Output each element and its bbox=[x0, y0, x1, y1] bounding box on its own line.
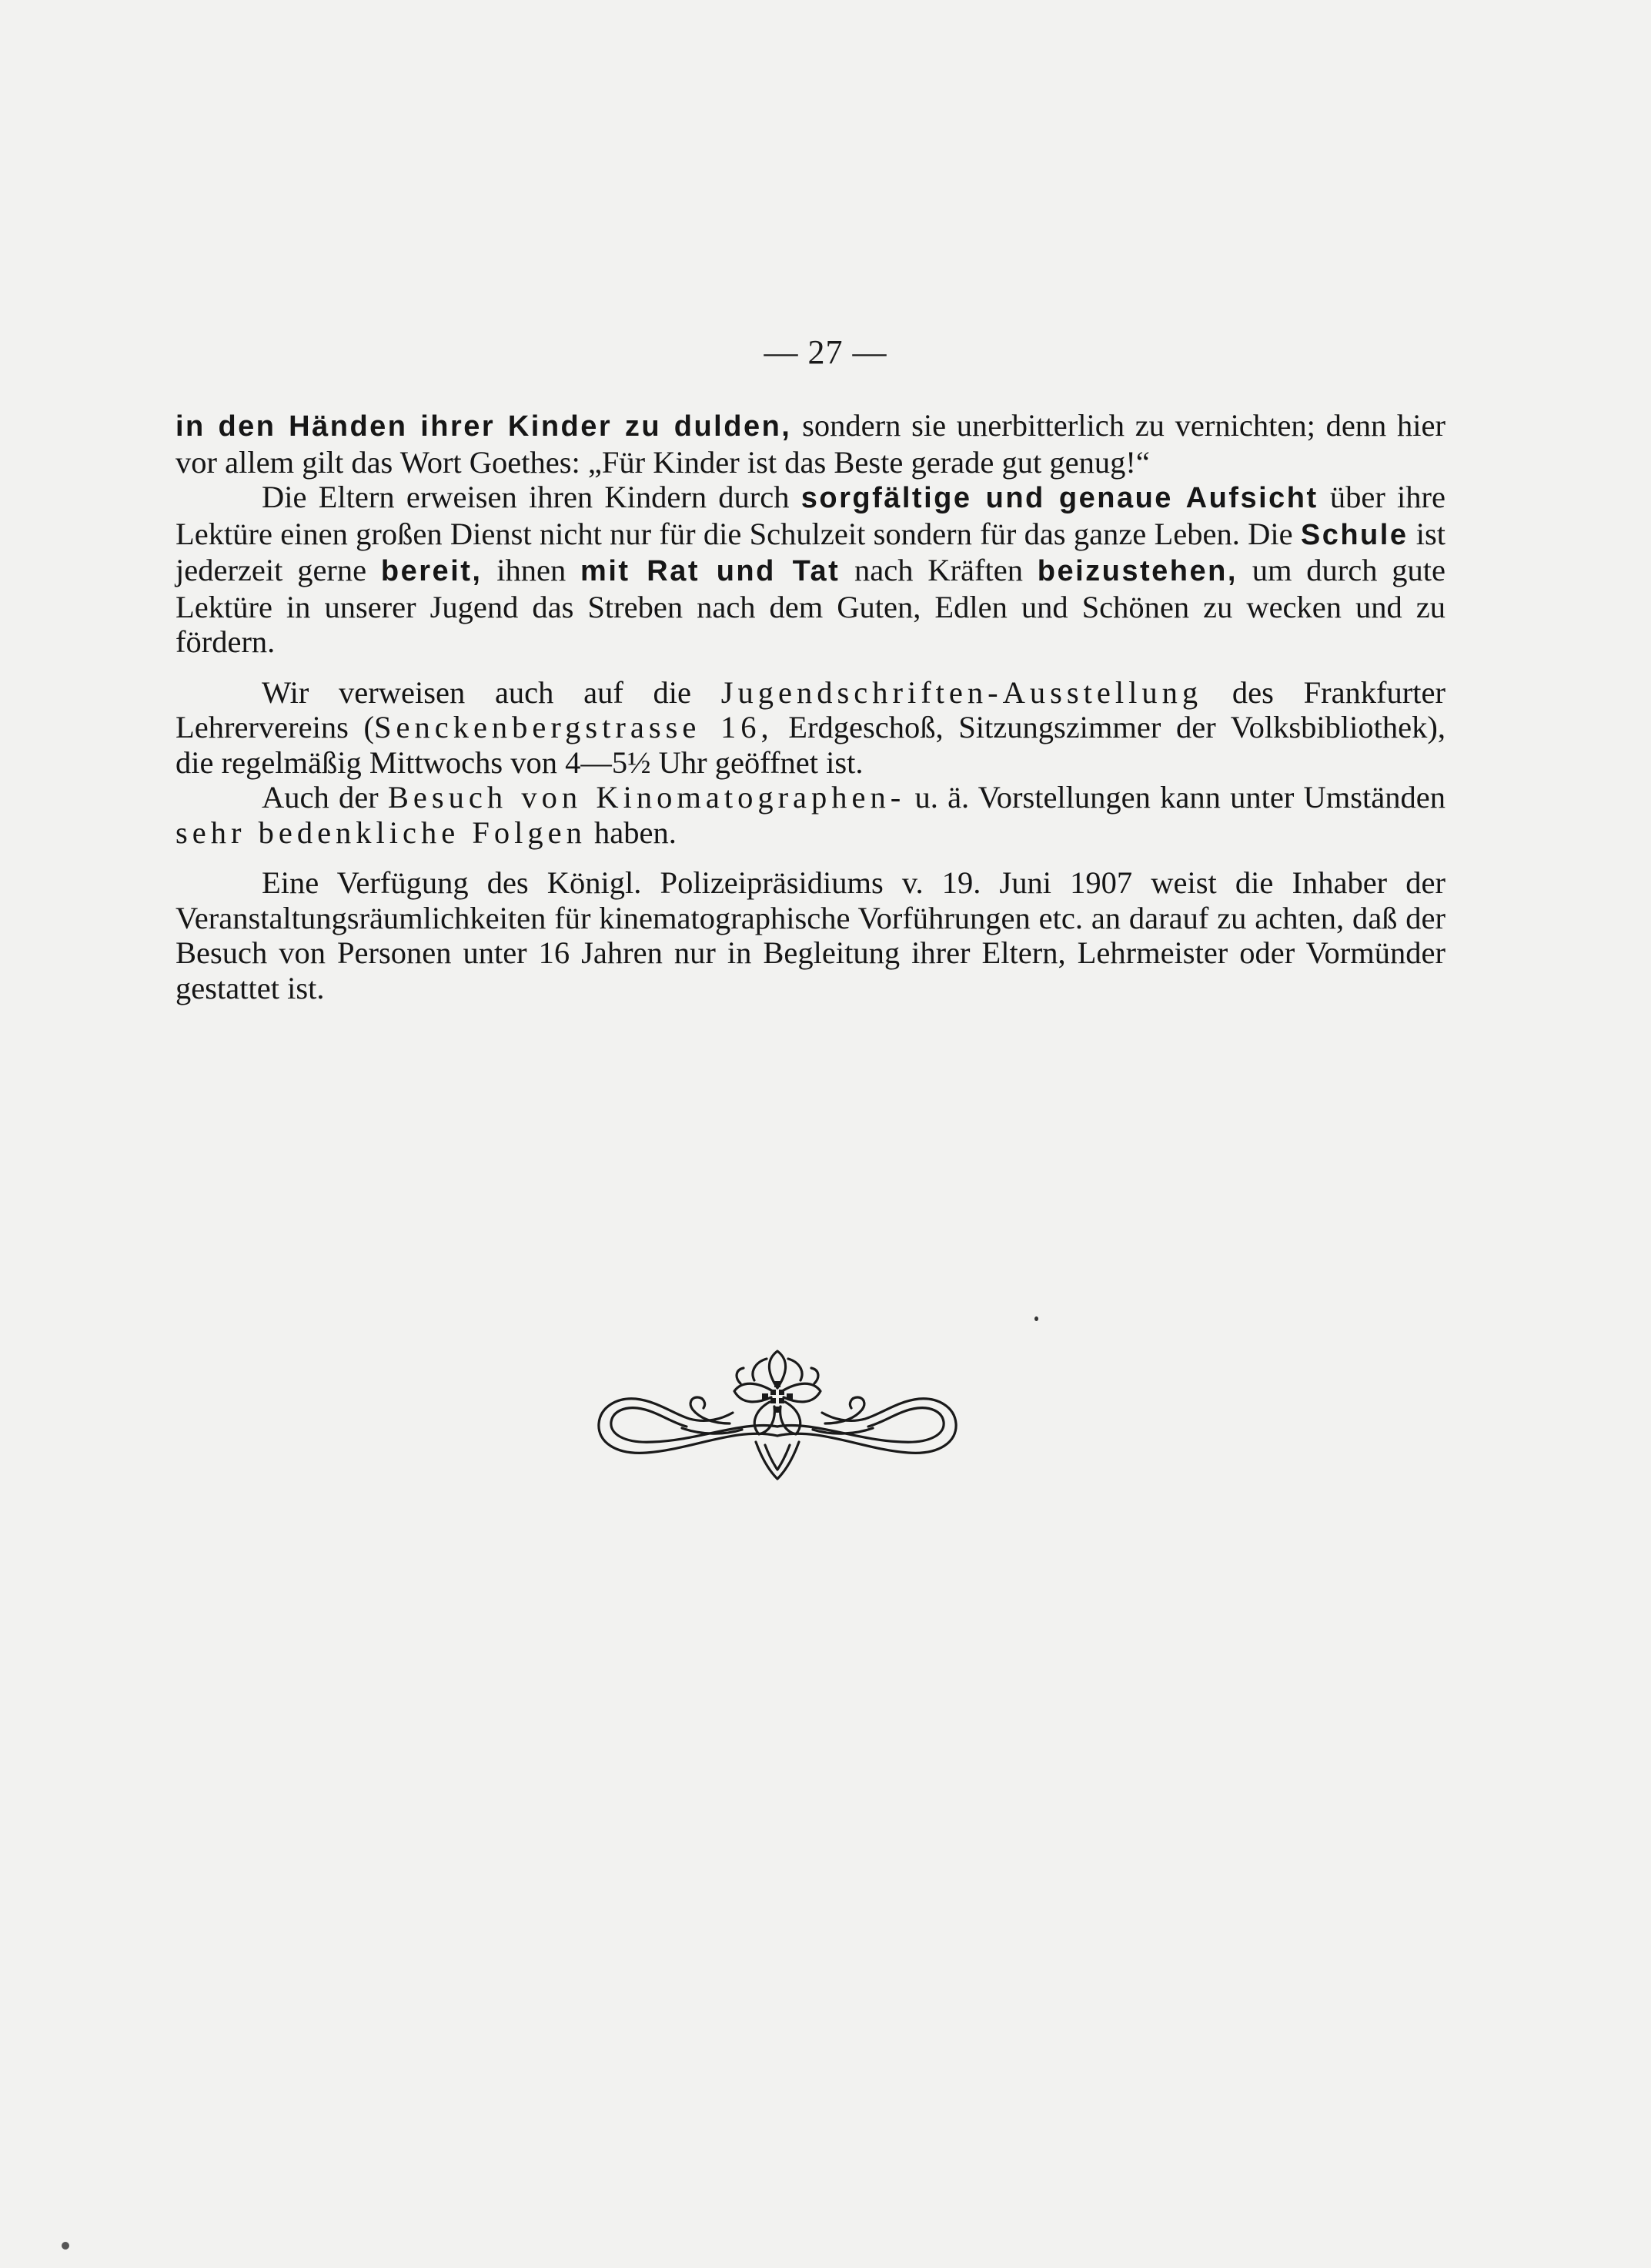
paragraph-text: über ihre Lektüre einen großen Dienst nicht nur für die Schulzeit sondern für das ganze Leben. Die bbox=[175, 480, 1446, 551]
emphasis-text: Schule bbox=[1300, 518, 1409, 551]
paragraph-text: Wir verweisen auch auf die bbox=[262, 674, 721, 710]
emphasis-text: bereit, bbox=[380, 555, 483, 587]
ink-speck bbox=[1034, 1316, 1038, 1321]
paragraph-text: ihnen bbox=[482, 553, 581, 587]
paragraph-text: Erdgeschoß, Sitzungszimmer der Volksbibliothek), die regelmäßig Mittwochs von 4—5½ Uhr geöffnet ist. bbox=[175, 710, 1446, 780]
paragraph-text: um durch gute Lektüre in unserer Jugend das Streben nach dem Guten, Edlen und Schönen zu wecken und zu fördern. bbox=[175, 553, 1445, 659]
emphasis-text: mit Rat und Tat bbox=[580, 555, 841, 587]
spaced-emphasis-text: Jugendschriften-Ausstellung bbox=[720, 674, 1203, 710]
paragraph-1 bbox=[175, 408, 1445, 480]
paragraph-text: des Frankfurter Lehrervereins ( bbox=[175, 674, 1445, 744]
ink-speck bbox=[62, 2242, 69, 2250]
paragraph-text: u. ä. Vorstellungen kann unter Umständen bbox=[905, 780, 1446, 815]
paragraph-text: ist jederzeit gerne bbox=[175, 516, 1445, 587]
emphasis-text: in den Händen ihrer Kinder zu dulden, bbox=[175, 410, 792, 443]
spaced-emphasis-text: Senckenbergstrasse 16, bbox=[373, 710, 774, 744]
floral-vignette-icon bbox=[591, 1343, 964, 1482]
spaced-emphasis-text: sehr bedenkliche Folgen bbox=[175, 815, 587, 850]
paragraph-text: nach Kräften bbox=[840, 553, 1038, 587]
paragraph-text: haben. bbox=[586, 815, 677, 850]
paragraph-2 bbox=[175, 480, 1445, 660]
paragraph-text: Auch der bbox=[262, 780, 388, 815]
spaced-emphasis-text: Besuch von Kinomatographen- bbox=[387, 780, 906, 815]
emphasis-text: sorgfältige und genaue Aufsicht bbox=[800, 482, 1318, 514]
emphasis-text: beizustehen, bbox=[1037, 555, 1238, 587]
paragraph-text: Die Eltern erweisen ihren Kindern durch bbox=[262, 480, 801, 514]
paragraph-text: sondern sie unerbitterlich zu vernichten; denn hier vor allem gilt das Wort Goethes: „Für Kinder ist das Beste gerade gut genug!“ bbox=[175, 408, 1446, 480]
page-number: — 27 — bbox=[764, 333, 887, 371]
body-text bbox=[175, 408, 1445, 1005]
paragraph-5: Eine Verfügung des Königl. Polizeipräsidiums v. 19. Juni 1907 weist die Inhaber der Veranstaltungsräumlichkeiten für kinematographische Vorführungen etc. an darauf zu achten, daß der Besuch von Personen unter 16 Jahren nur in Begleitung ihrer Eltern, Lehrmeister oder Vormünder gestattet ist. bbox=[175, 865, 1445, 1005]
paragraph-4 bbox=[175, 780, 1445, 850]
paragraph-3 bbox=[175, 675, 1445, 781]
